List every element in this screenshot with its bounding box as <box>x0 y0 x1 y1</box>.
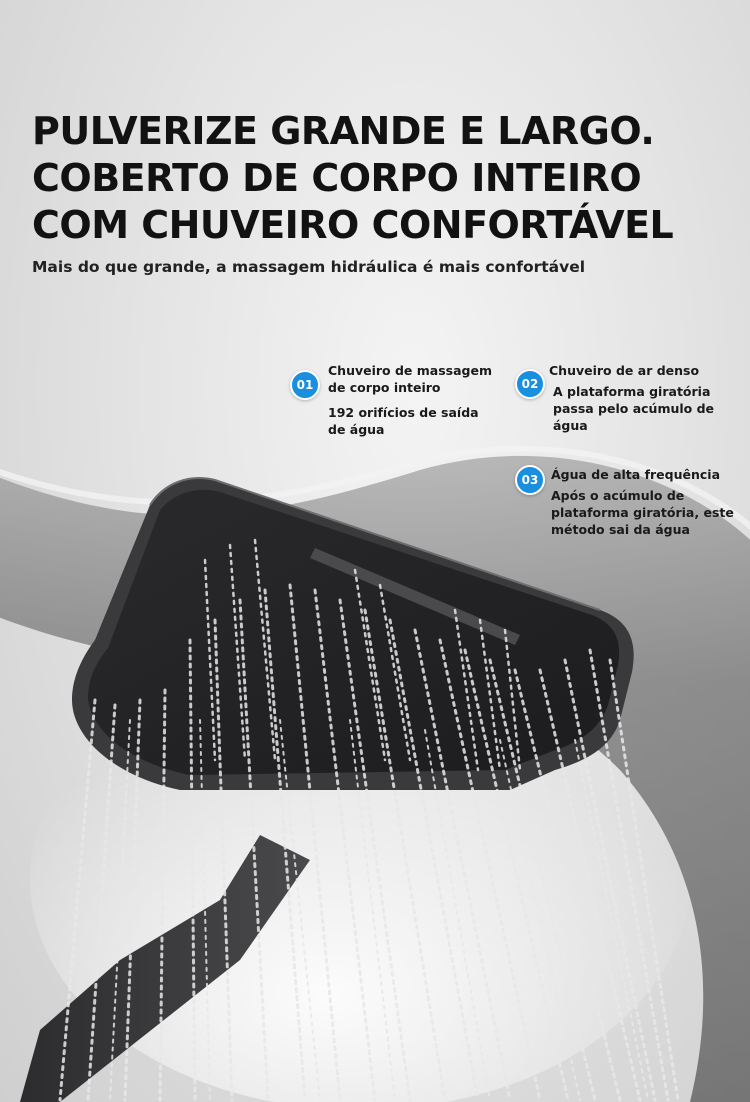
feature-03 <box>515 465 745 545</box>
feature-number-badge: 01 <box>290 370 320 400</box>
feature-description: 192 orifícios de saída de água <box>328 405 479 437</box>
headline-line-3: COM CHUVEIRO CONFORTÁVEL <box>32 203 674 247</box>
feature-description: Após o acúmulo de plataforma giratória, este método sai da água <box>551 488 734 537</box>
subheadline: Mais do que grande, a massagem hidráulica é mais confortável <box>32 258 586 276</box>
feature-02 <box>515 362 745 432</box>
feature-01 <box>290 360 500 450</box>
feature-number-badge: 02 <box>515 369 545 399</box>
headline-line-2: COBERTO DE CORPO INTEIRO <box>32 156 642 200</box>
feature-title: Chuveiro de massagem de corpo inteiro <box>328 363 492 395</box>
headline-line-1: PULVERIZE GRANDE E LARGO. <box>32 109 655 153</box>
feature-title: Chuveiro de ar denso <box>549 363 700 378</box>
feature-description: A plataforma giratória passa pelo acúmulo de água <box>553 384 715 433</box>
feature-title: Água de alta frequência <box>551 467 721 482</box>
feature-number-badge: 03 <box>515 465 545 495</box>
headline <box>32 108 732 249</box>
